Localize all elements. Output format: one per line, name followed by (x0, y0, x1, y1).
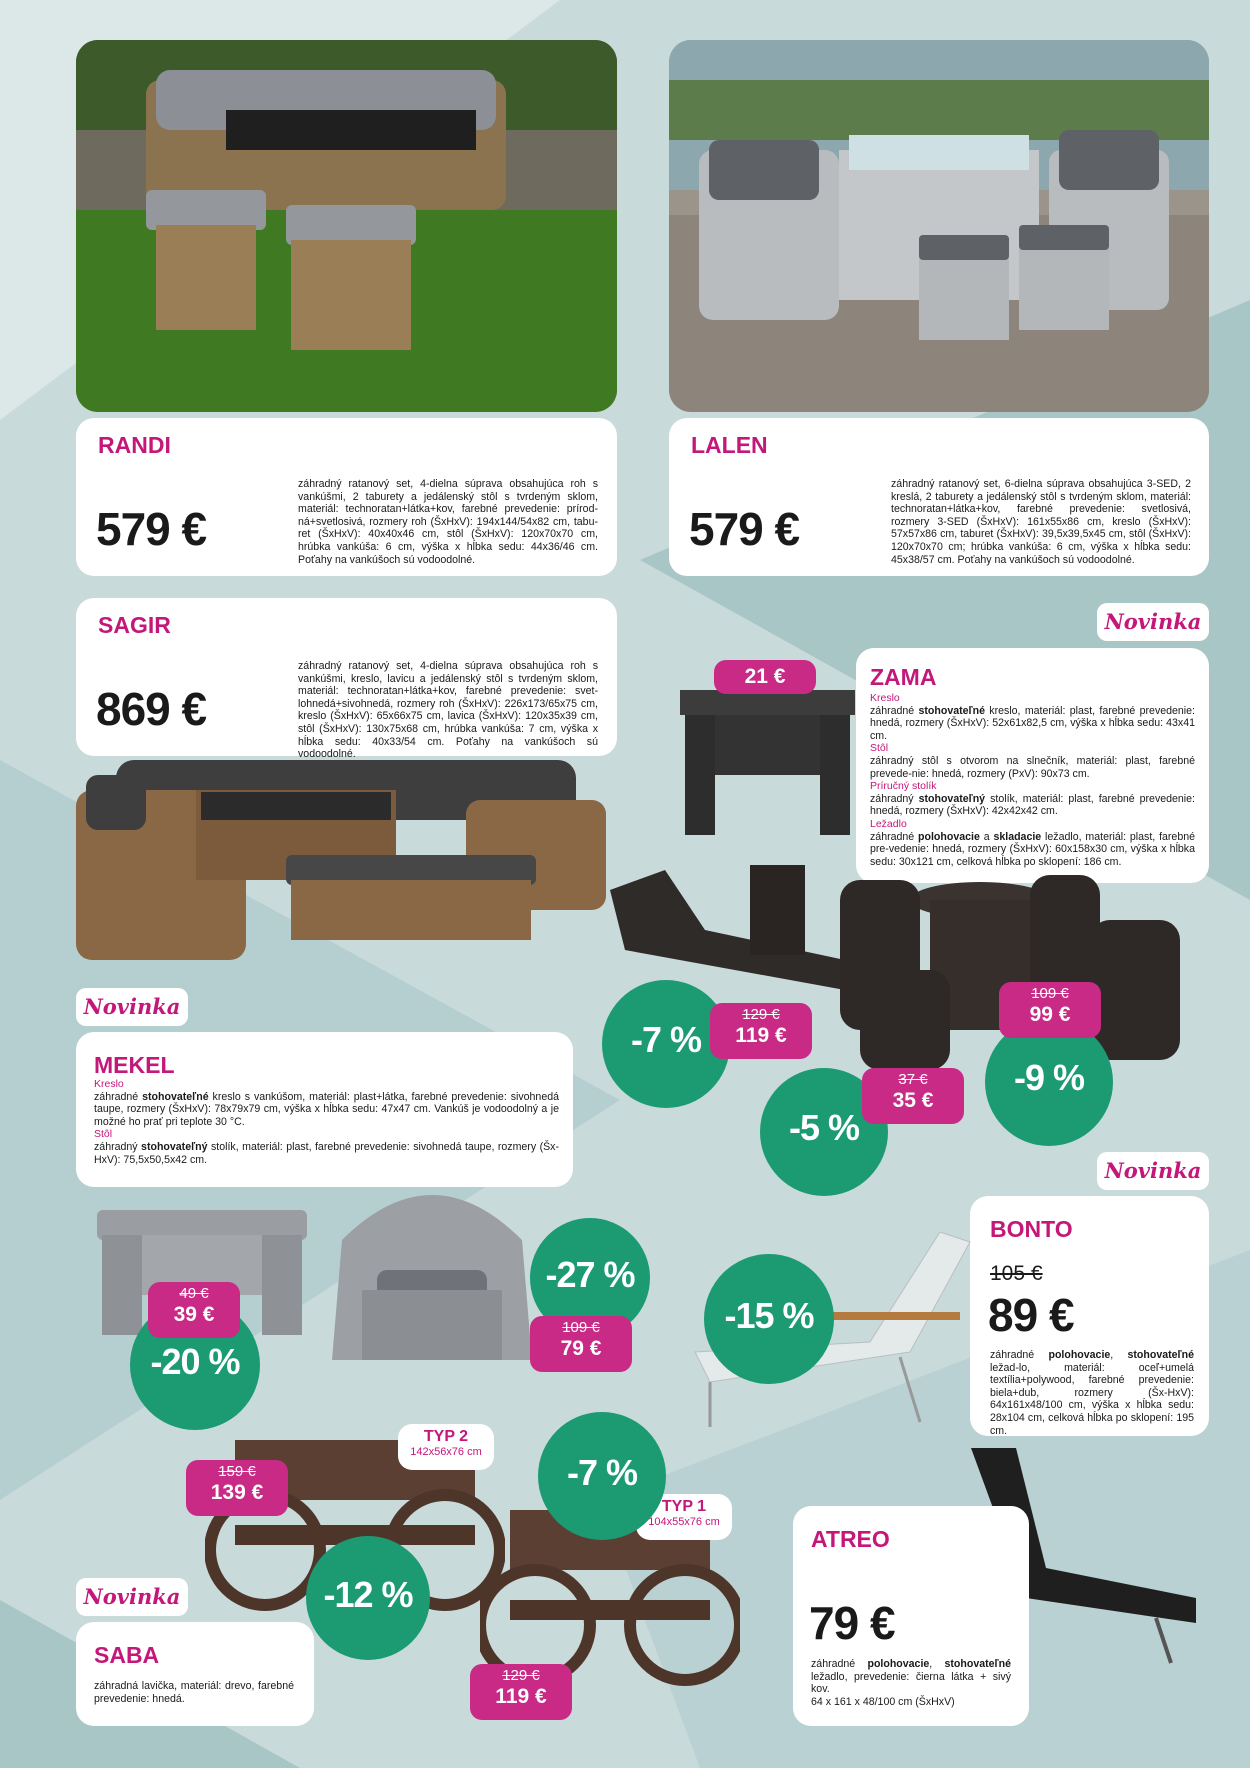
bonto-card (970, 1196, 1209, 1436)
zama-kreslo-text: kreslo, materiál: plast, farebné prevedenie: hnedá, rozmery (ŠxHxV): 52x61x82,5 cm, výška x hĺbka sedu: 43x41 cm. (870, 704, 1196, 742)
mekel-kreslo-bold: stohovateľné (142, 1090, 209, 1103)
saba-typ1-new-price: 119 € (495, 1685, 547, 1708)
randi-photo (76, 40, 617, 412)
zama-card (856, 648, 1209, 883)
zama-kreslo-old-price: 37 € (898, 1071, 928, 1088)
atreo-text: ležadlo, prevedenie: čierna látka + sivý kov. (811, 1670, 1011, 1696)
lalen-card (669, 418, 1209, 576)
bonto-mid: , (1110, 1349, 1128, 1361)
sagir-name: SAGIR (98, 612, 171, 638)
zama-stol-new-price: 99 € (1029, 1003, 1071, 1026)
sagir-set-image (76, 750, 616, 970)
zama-kreslo-discount: -5 % (760, 1068, 888, 1196)
mekel-kreslo-discount: -27 % (530, 1218, 650, 1338)
saba-name: SABA (94, 1642, 160, 1668)
bonto-description (990, 1349, 1194, 1437)
saba-typ1-price-tag (470, 1664, 572, 1720)
sagir-card (76, 598, 617, 761)
zama-lezadlo-discount: -7 % (602, 980, 730, 1108)
saba-card (76, 1622, 314, 1726)
saba-novinka-badge: Novinka (76, 1578, 188, 1616)
mekel-kreslo-label: Kreslo (94, 1078, 124, 1090)
bonto-name: BONTO (990, 1216, 1073, 1242)
bonto-text: ležad-lo, materiál: oceľ+umelá textília+polywood, farebné prevedenie: biela+dub, rozmery (Šx-HxV): 64x161x48/100 cm, výška x hĺbka sedu: 28x104 cm, celková hĺbka po sklopení: 195 cm. (990, 1361, 1194, 1437)
zama-stolik-bold: stohovateľný (918, 792, 986, 805)
atreo-card (793, 1506, 1029, 1726)
saba-typ1-title: TYP 1 (661, 1498, 707, 1515)
sagir-description: záhradný ratanový set, 4-dielna súprava obsahujúca roh s vankúšmi, kreslo, lavicu a jedálenský stôl s tvrdeným sklom, materiál: technoratan+látka+kov, farebné prevedenie: svet-lohnedá+sivohnedá, rozmery roh (ŠxHxV): 226x173/65x75 cm, kreslo (ŠxHxV): 65x66x75 cm, lavica (ŠxHxV): 120x35x39 cm, stôl (ŠxHxV): 130x75x68 cm, hrúbka vankúša: 7 cm, výška x hĺbka sedu: 40x33/54 cm. Poťahy na vankúšoch sú vodoodolné. (298, 660, 598, 761)
zama-kreslo-price-tag (862, 1068, 964, 1124)
saba-typ2-new-price: 139 € (210, 1481, 264, 1504)
zama-stol-discount: -9 % (985, 1018, 1113, 1146)
randi-name: RANDI (98, 432, 171, 458)
zama-lezadlo-old-price: 129 € (742, 1006, 780, 1023)
bonto-novinka-badge: Novinka (1097, 1152, 1209, 1190)
zama-description (870, 692, 1195, 868)
saba-typ1-dims: 104x55x76 cm (648, 1516, 720, 1528)
saba-typ2-old-price: 159 € (218, 1463, 256, 1480)
saba-typ1-old-price: 129 € (502, 1667, 540, 1684)
lalen-description: záhradný ratanový set, 6-dielna súprava obsahujúca 3-SED, 2 kreslá, 2 taburety a jedálenský stôl s tvrdeným sklom, materiál: technoratan+látka+kov, farebné prevedenie: svetlosivá, rozmery 3-SED (ŠxHxV): 161x55x86 cm, kreslo (ŠxHxV): 57x57x86 cm, taburet (ŠxHxV): 39,5x39,5x45 cm, stôl (ŠxHxV): 120x70x70 cm; hrúbka vankúša: 6 cm, výška x hĺbka sedu: 45x38/57 cm. Poťahy na vankúšoch sú vodoodolné. (891, 478, 1191, 566)
zama-lezadlo-text: ležadlo, materiál: plast, farebné pre-vedenie: hnedá, rozmery (ŠxHxV): 60x158x30 cm, výška x hĺbka sedu: 30x121 cm, celková hĺbka po sklopení: 186 cm. (870, 830, 1195, 868)
saba-typ1-discount: -7 % (538, 1412, 666, 1540)
zama-lezadlo-price-tag (710, 1003, 812, 1059)
saba-typ2-title: TYP 2 (423, 1428, 469, 1445)
zama-lezadlo-bold2: skladacie (993, 830, 1042, 843)
mekel-description (94, 1078, 559, 1166)
bonto-price: 89 € (988, 1289, 1074, 1341)
saba-typ2-label (398, 1424, 494, 1470)
randi-description: záhradný ratanový set, 4-dielna súprava obsahujúca roh s vankúšmi, 2 taburety a jedálenský stôl s tvrdeným sklom, materiál: technoratan+látka+kov, farebné prevedenie: prírod-ná+svetlosivá, rozmery roh (ŠxHxV): 194x144/54x82 cm, tabu-ret (ŠxHxV): 40x40x46 cm, stôl (ŠxHxV): 120x70x70 cm, hrúbka vankúša: 6 cm, výška x hĺbka sedu: 44x36/46 cm. Poťahy na vankúšoch sú vodoodolné. (298, 478, 598, 566)
zama-name: ZAMA (870, 664, 937, 690)
zama-kreslo-label: Kreslo (870, 692, 900, 704)
zama-novinka-badge: Novinka (1097, 603, 1209, 641)
zama-lezadlo-pre: záhradné (870, 830, 919, 843)
mekel-stol-old-price: 49 € (179, 1285, 209, 1302)
zama-stolik-price: 21 € (744, 665, 786, 688)
mekel-stol-discount: -20 % (130, 1300, 260, 1430)
mekel-novinka-badge: Novinka (76, 988, 188, 1026)
mekel-stol-bold: stohovateľný (141, 1140, 208, 1153)
randi-price: 579 € (96, 503, 207, 555)
saba-typ2-discount: -12 % (306, 1536, 430, 1660)
saba-description: záhradná lavička, materiál: drevo, farebné prevedenie: hnedá. (94, 1680, 294, 1705)
bonto-bold1: polohovacie (1048, 1349, 1111, 1361)
atreo-price: 79 € (809, 1597, 895, 1649)
bonto-pre: záhradné (990, 1349, 1049, 1361)
atreo-pre: záhradné (811, 1658, 868, 1670)
mekel-name: MEKEL (94, 1052, 175, 1078)
mekel-kreslo-new-price: 79 € (560, 1337, 602, 1360)
mekel-chair-image (322, 1160, 542, 1380)
zama-stolik-pre: záhradný (870, 792, 919, 805)
sagir-price: 869 € (96, 683, 207, 735)
atreo-name: ATREO (811, 1526, 890, 1552)
lalen-name: LALEN (691, 432, 768, 458)
atreo-dimensions: 64 x 161 x 48/100 cm (ŠxHxV) (811, 1695, 955, 1708)
bonto-discount: -15 % (704, 1254, 834, 1384)
bonto-bold2: stohovateľné (1127, 1349, 1194, 1361)
bonto-old-price: 105 € (990, 1262, 1043, 1285)
zama-stol-text: záhradný stôl s otvorom na slnečník, materiál: plast, farebné prevede-nie: hnedá, rozmery (PxV): 90x73 cm. (870, 754, 1195, 780)
atreo-bold1: polohovacie (867, 1658, 930, 1670)
atreo-description (811, 1658, 1011, 1708)
zama-kreslo-pre: záhradné (870, 704, 919, 717)
mekel-stol-label: Stôl (94, 1128, 113, 1141)
saba-typ2-dims: 142x56x76 cm (410, 1446, 482, 1458)
zama-lezadlo-bold: polohovacie (918, 830, 980, 843)
zama-lezadlo-label: Ležadlo (870, 817, 907, 830)
mekel-kreslo-pre: záhradné (94, 1090, 143, 1103)
zama-stolik-price-tag (714, 660, 816, 694)
zama-lezadlo-new-price: 119 € (735, 1024, 787, 1047)
atreo-bold2: stohovateľné (944, 1658, 1011, 1670)
zama-side-table-image (680, 690, 860, 840)
zama-stol-label: Stôl (870, 742, 889, 755)
zama-stolik-text: stolík, materiál: plast, farebné prevedenie: hnedá, rozmery (ŠxHxV): 42x42x42 cm. (870, 792, 1195, 818)
mekel-stol-pre: záhradný (94, 1140, 142, 1153)
atreo-mid: , (929, 1658, 945, 1670)
zama-kreslo-bold: stohovateľné (918, 704, 985, 717)
mekel-stol-new-price: 39 € (173, 1303, 215, 1326)
mekel-stol-text: stolík, materiál: plast, farebné prevedenie: sivohnedá taupe, rozmery (Šx-HxV): 75,5x50,5x42 cm. (94, 1140, 559, 1166)
randi-card (76, 418, 617, 576)
zama-lezadlo-mid: a (979, 830, 994, 843)
saba-typ2-price-tag (186, 1460, 288, 1516)
zama-stol-old-price: 109 € (1031, 985, 1069, 1002)
mekel-kreslo-old-price: 109 € (562, 1319, 600, 1336)
mekel-kreslo-price-tag (530, 1316, 632, 1372)
zama-stol-price-tag (999, 982, 1101, 1038)
mekel-stol-price-tag (148, 1282, 240, 1338)
lalen-price: 579 € (689, 503, 800, 555)
zama-kreslo-new-price: 35 € (892, 1089, 934, 1112)
zama-stolik-label: Príručný stolík (870, 780, 937, 793)
lalen-photo (669, 40, 1209, 412)
mekel-kreslo-text: kreslo s vankúšom, materiál: plast+látka, farebné prevedenie: sivohnedá taupe, rozmery (ŠxHxV): 78x79x79 cm, výška x hĺbka sedu: 47x47 cm. Vankúš je vodoodolný a je možné ho prať pri teplote 30 °C. (94, 1090, 559, 1128)
